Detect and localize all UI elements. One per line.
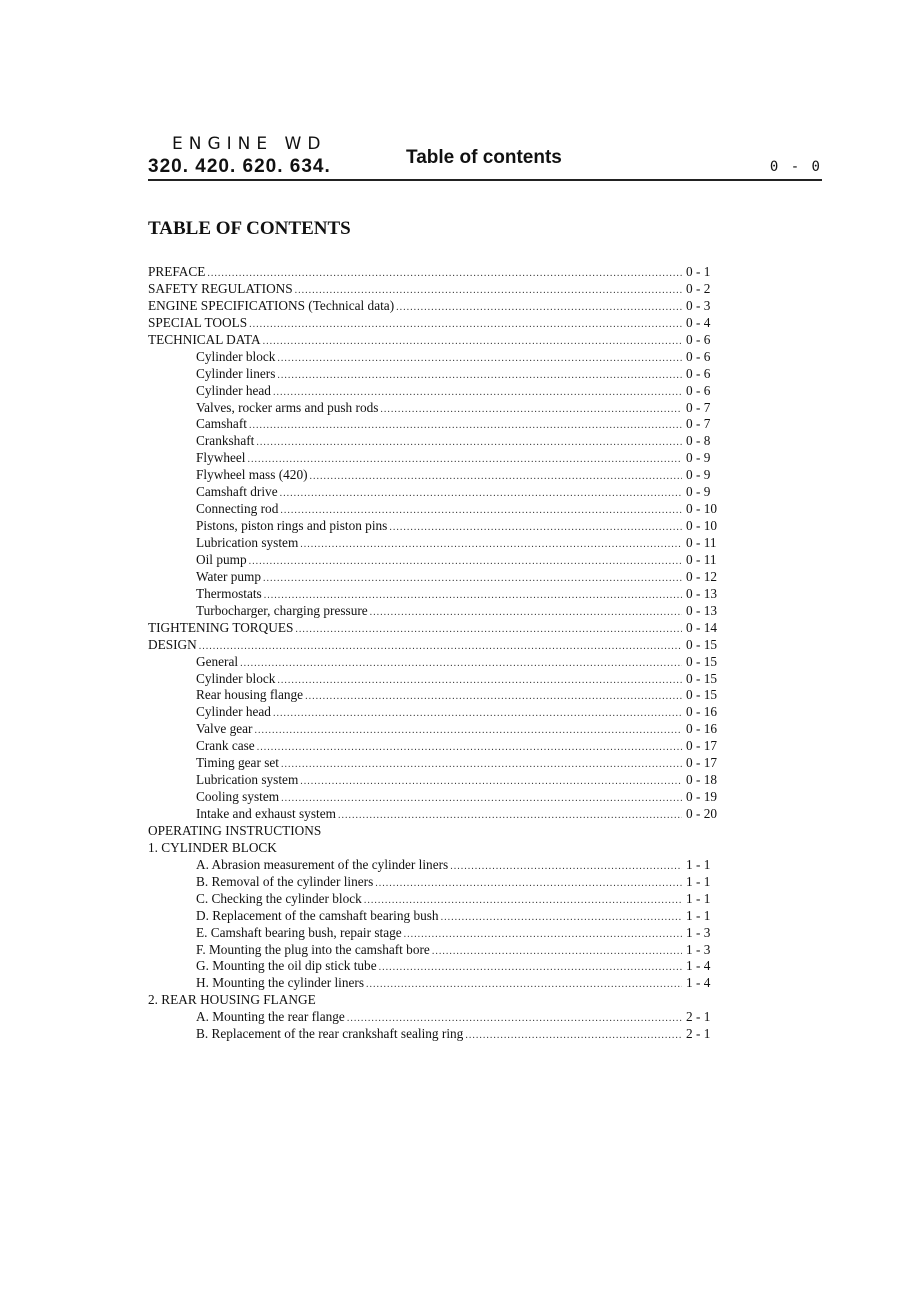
toc-entry[interactable]: [148, 738, 718, 755]
toc-entry-page: 0 - 15: [686, 687, 718, 703]
dot-leader: [389, 520, 682, 535]
toc-entry-label: G. Mounting the oil dip stick tube: [196, 958, 377, 974]
toc-entry[interactable]: [148, 501, 718, 518]
table-of-contents: [148, 264, 718, 1043]
toc-entry-label: Turbocharger, charging pressure: [196, 602, 368, 618]
toc-entry-label: Cylinder block: [196, 348, 276, 364]
toc-entry[interactable]: [148, 671, 718, 688]
dot-leader: [441, 910, 682, 925]
toc-entry[interactable]: [148, 552, 718, 569]
toc-entry-label: General: [196, 653, 239, 669]
toc-entry-page: 0 - 2: [686, 280, 711, 296]
toc-entry-page: 0 - 16: [686, 704, 718, 720]
toc-entry-label: Connecting rod: [196, 501, 279, 517]
dot-leader: [263, 571, 682, 586]
toc-entry-label: Rear housing flange: [196, 687, 304, 703]
dot-leader: [310, 469, 682, 484]
toc-entry-label: Camshaft: [196, 416, 247, 432]
toc-entry[interactable]: [148, 569, 718, 586]
page-code: 0 - 0: [769, 159, 822, 175]
toc-entry[interactable]: [148, 942, 718, 959]
dot-leader: [249, 317, 682, 332]
dot-leader: [404, 927, 682, 942]
toc-entry-page: 0 - 15: [686, 653, 718, 669]
toc-entry-page: 0 - 20: [686, 806, 718, 821]
toc-entry-page: 0 - 10: [686, 501, 718, 517]
toc-entry-label: Cylinder head: [196, 704, 271, 720]
toc-entry-label: OPERATING INSTRUCTIONS: [148, 822, 322, 838]
dot-leader: [366, 977, 682, 992]
toc-entry-page: 0 - 9: [686, 484, 711, 500]
toc-entry-page: 1 - 3: [686, 924, 711, 940]
toc-entry[interactable]: [148, 535, 718, 552]
toc-entry-label: C. Checking the cylinder block: [196, 890, 362, 906]
toc-entry[interactable]: [148, 891, 718, 908]
toc-entry[interactable]: [148, 416, 718, 433]
dot-leader: [396, 300, 682, 315]
dot-leader: [347, 1011, 682, 1026]
dot-leader: [280, 486, 682, 501]
toc-entry-page: 1 - 1: [686, 856, 711, 872]
toc-entry-label: Flywheel mass (420): [196, 467, 308, 483]
dot-leader: [277, 368, 682, 383]
dot-leader: [199, 639, 682, 654]
toc-entry[interactable]: [148, 840, 718, 857]
header-title: Table of contents: [406, 147, 562, 168]
dot-leader: [254, 723, 682, 738]
toc-entry[interactable]: [148, 467, 718, 484]
toc-entry-page: 0 - 17: [686, 738, 718, 754]
engine-models: 320. 420. 620. 634.: [148, 156, 331, 177]
toc-entry-label: Flywheel: [196, 450, 246, 466]
dot-leader: [256, 435, 682, 450]
toc-entry[interactable]: [148, 772, 718, 789]
toc-entry-page: 1 - 4: [686, 975, 711, 991]
dot-leader: [300, 774, 682, 789]
dot-leader: [364, 893, 682, 908]
dot-leader: [450, 859, 682, 874]
dot-leader: [305, 689, 682, 704]
toc-entry-page: 2 - 1: [686, 1026, 711, 1042]
toc-entry-page: 0 - 6: [686, 348, 711, 364]
toc-entry-page: 1 - 3: [686, 941, 711, 957]
toc-entry-label: Camshaft drive: [196, 484, 278, 500]
toc-entry-label: DESIGN: [148, 636, 197, 652]
dot-leader: [280, 503, 682, 518]
dot-leader: [295, 622, 682, 637]
toc-entry[interactable]: [148, 620, 718, 637]
toc-entry-label: D. Replacement of the camshaft bearing bush: [196, 907, 439, 923]
toc-entry-label: B. Replacement of the rear crankshaft sealing ring: [196, 1026, 464, 1042]
toc-entry[interactable]: [148, 366, 718, 383]
toc-entry[interactable]: [148, 704, 718, 721]
dot-leader: [264, 588, 682, 603]
toc-entry-label: TECHNICAL DATA: [148, 331, 261, 347]
toc-entry[interactable]: [148, 721, 718, 738]
toc-entry-label: Cooling system: [196, 789, 280, 805]
toc-entry-page: 0 - 9: [686, 467, 711, 483]
toc-entry-label: Cylinder block: [196, 670, 276, 686]
dot-leader: [370, 605, 682, 620]
toc-entry-page: 0 - 6: [686, 382, 711, 398]
dot-leader: [300, 537, 682, 552]
toc-entry-label: Intake and exhaust system: [196, 806, 336, 821]
toc-entry-page: 0 - 6: [686, 331, 711, 347]
toc-entry[interactable]: [148, 637, 718, 654]
toc-entry-label: E. Camshaft bearing bush, repair stage: [196, 924, 402, 940]
toc-entry[interactable]: [148, 332, 718, 349]
toc-entry-label: Crankshaft: [196, 433, 255, 449]
toc-entry-label: Lubrication system: [196, 772, 299, 788]
toc-entry-page: 1 - 1: [686, 873, 711, 889]
toc-entry[interactable]: [148, 586, 718, 603]
toc-entry-label: Crank case: [196, 738, 255, 754]
toc-entry-page: 0 - 10: [686, 518, 718, 534]
toc-entry-label: A. Abrasion measurement of the cylinder liners: [196, 856, 449, 872]
toc-entry-label: Thermostats: [196, 585, 262, 601]
toc-entry-label: A. Mounting the rear flange: [196, 1009, 345, 1025]
dot-leader: [379, 960, 682, 975]
toc-entry-label: F. Mounting the plug into the camshaft bore: [196, 941, 430, 957]
toc-entry-page: 0 - 11: [686, 551, 717, 567]
toc-entry-page: 0 - 17: [686, 755, 718, 771]
toc-entry-label: Oil pump: [196, 551, 247, 567]
toc-entry[interactable]: [148, 315, 718, 332]
toc-entry-page: 0 - 13: [686, 602, 718, 618]
toc-entry[interactable]: [148, 450, 718, 467]
toc-entry[interactable]: [148, 654, 718, 671]
toc-entry[interactable]: [148, 823, 718, 840]
toc-entry-label: 1. CYLINDER BLOCK: [148, 839, 277, 855]
toc-entry[interactable]: [148, 992, 718, 1009]
header-rule: [148, 179, 822, 181]
toc-entry-page: 0 - 4: [686, 314, 711, 330]
dot-leader: [432, 944, 682, 959]
toc-entry[interactable]: [148, 874, 718, 891]
toc-entry-label: H. Mounting the cylinder liners: [196, 975, 365, 991]
toc-entry-page: 0 - 1: [686, 264, 711, 279]
toc-entry-label: Valves, rocker arms and push rods: [196, 399, 379, 415]
toc-entry-label: B. Removal of the cylinder liners: [196, 873, 374, 889]
document-title: TABLE OF CONTENTS: [148, 218, 351, 239]
toc-entry-page: 0 - 7: [686, 399, 711, 415]
toc-entry[interactable]: [148, 755, 718, 772]
toc-entry-page: 1 - 1: [686, 890, 711, 906]
toc-entry[interactable]: [148, 925, 718, 942]
toc-entry[interactable]: [148, 857, 718, 874]
toc-entry[interactable]: [148, 433, 718, 450]
toc-entry-label: ENGINE SPECIFICATIONS (Technical data): [148, 297, 395, 313]
toc-entry[interactable]: [148, 281, 718, 298]
toc-entry[interactable]: [148, 349, 718, 366]
toc-entry[interactable]: [148, 1009, 718, 1026]
toc-entry[interactable]: [148, 958, 718, 975]
toc-entry-page: 0 - 18: [686, 772, 718, 788]
toc-entry-label: Pistons, piston rings and piston pins: [196, 518, 388, 534]
toc-entry-label: Timing gear set: [196, 755, 279, 771]
toc-entry-page: 0 - 16: [686, 721, 718, 737]
toc-entry-label: Cylinder liners: [196, 365, 276, 381]
dot-leader: [249, 418, 682, 433]
dot-leader: [273, 706, 682, 721]
toc-entry[interactable]: [148, 908, 718, 925]
toc-entry-page: 0 - 15: [686, 636, 718, 652]
toc-entry-label: SPECIAL TOOLS: [148, 314, 248, 330]
toc-entry[interactable]: [148, 298, 718, 315]
toc-entry-label: Cylinder head: [196, 382, 271, 398]
toc-entry[interactable]: [148, 789, 718, 806]
dot-leader: [295, 283, 682, 298]
toc-entry-page: 0 - 12: [686, 568, 718, 584]
dot-leader: [380, 402, 682, 417]
toc-entry-page: 0 - 9: [686, 450, 711, 466]
toc-entry-page: 2 - 1: [686, 1009, 711, 1025]
dot-leader: [273, 385, 682, 400]
toc-entry-page: 0 - 19: [686, 789, 718, 805]
toc-entry[interactable]: [148, 383, 718, 400]
toc-entry-label: SAFETY REGULATIONS: [148, 280, 293, 296]
toc-entry-label: TIGHTENING TORQUES: [148, 619, 294, 635]
toc-entry-label: Lubrication system: [196, 535, 299, 550]
dot-leader: [338, 808, 682, 823]
toc-entry[interactable]: [148, 687, 718, 704]
dot-leader: [281, 757, 682, 772]
toc-entry-page: 0 - 3: [686, 297, 711, 313]
toc-entry[interactable]: [148, 975, 718, 992]
toc-entry[interactable]: [148, 484, 718, 501]
toc-entry-page: 1 - 4: [686, 958, 711, 974]
toc-entry-label: Water pump: [196, 568, 262, 584]
toc-entry-page: 0 - 14: [686, 619, 718, 635]
toc-entry-page: 0 - 15: [686, 670, 718, 686]
toc-entry[interactable]: [148, 518, 718, 535]
dot-leader: [465, 1028, 682, 1043]
dot-leader: [240, 656, 682, 671]
toc-entry-label: PREFACE: [148, 264, 206, 279]
toc-entry-page: 0 - 6: [686, 365, 711, 381]
toc-entry[interactable]: [148, 806, 718, 823]
toc-entry-page: 1 - 1: [686, 907, 711, 923]
dot-leader: [207, 266, 682, 281]
dot-leader: [281, 791, 682, 806]
engine-label: ENGINE WD: [172, 134, 327, 154]
toc-entry-label: Valve gear: [196, 721, 253, 737]
dot-leader: [263, 334, 682, 349]
toc-entry-page: 0 - 13: [686, 585, 718, 601]
toc-entry-page: 0 - 11: [686, 535, 717, 550]
toc-entry-label: 2. REAR HOUSING FLANGE: [148, 992, 316, 1008]
toc-entry[interactable]: [148, 603, 718, 620]
toc-entry-page: 0 - 7: [686, 416, 711, 432]
page-header: [148, 134, 822, 182]
dot-leader: [248, 452, 683, 467]
toc-entry[interactable]: [148, 264, 718, 281]
dot-leader: [257, 740, 682, 755]
toc-entry-page: 0 - 8: [686, 433, 711, 449]
dot-leader: [249, 554, 682, 569]
dot-leader: [375, 876, 682, 891]
dot-leader: [277, 673, 682, 688]
dot-leader: [277, 351, 682, 366]
toc-entry[interactable]: [148, 400, 718, 417]
toc-entry[interactable]: [148, 1026, 718, 1043]
